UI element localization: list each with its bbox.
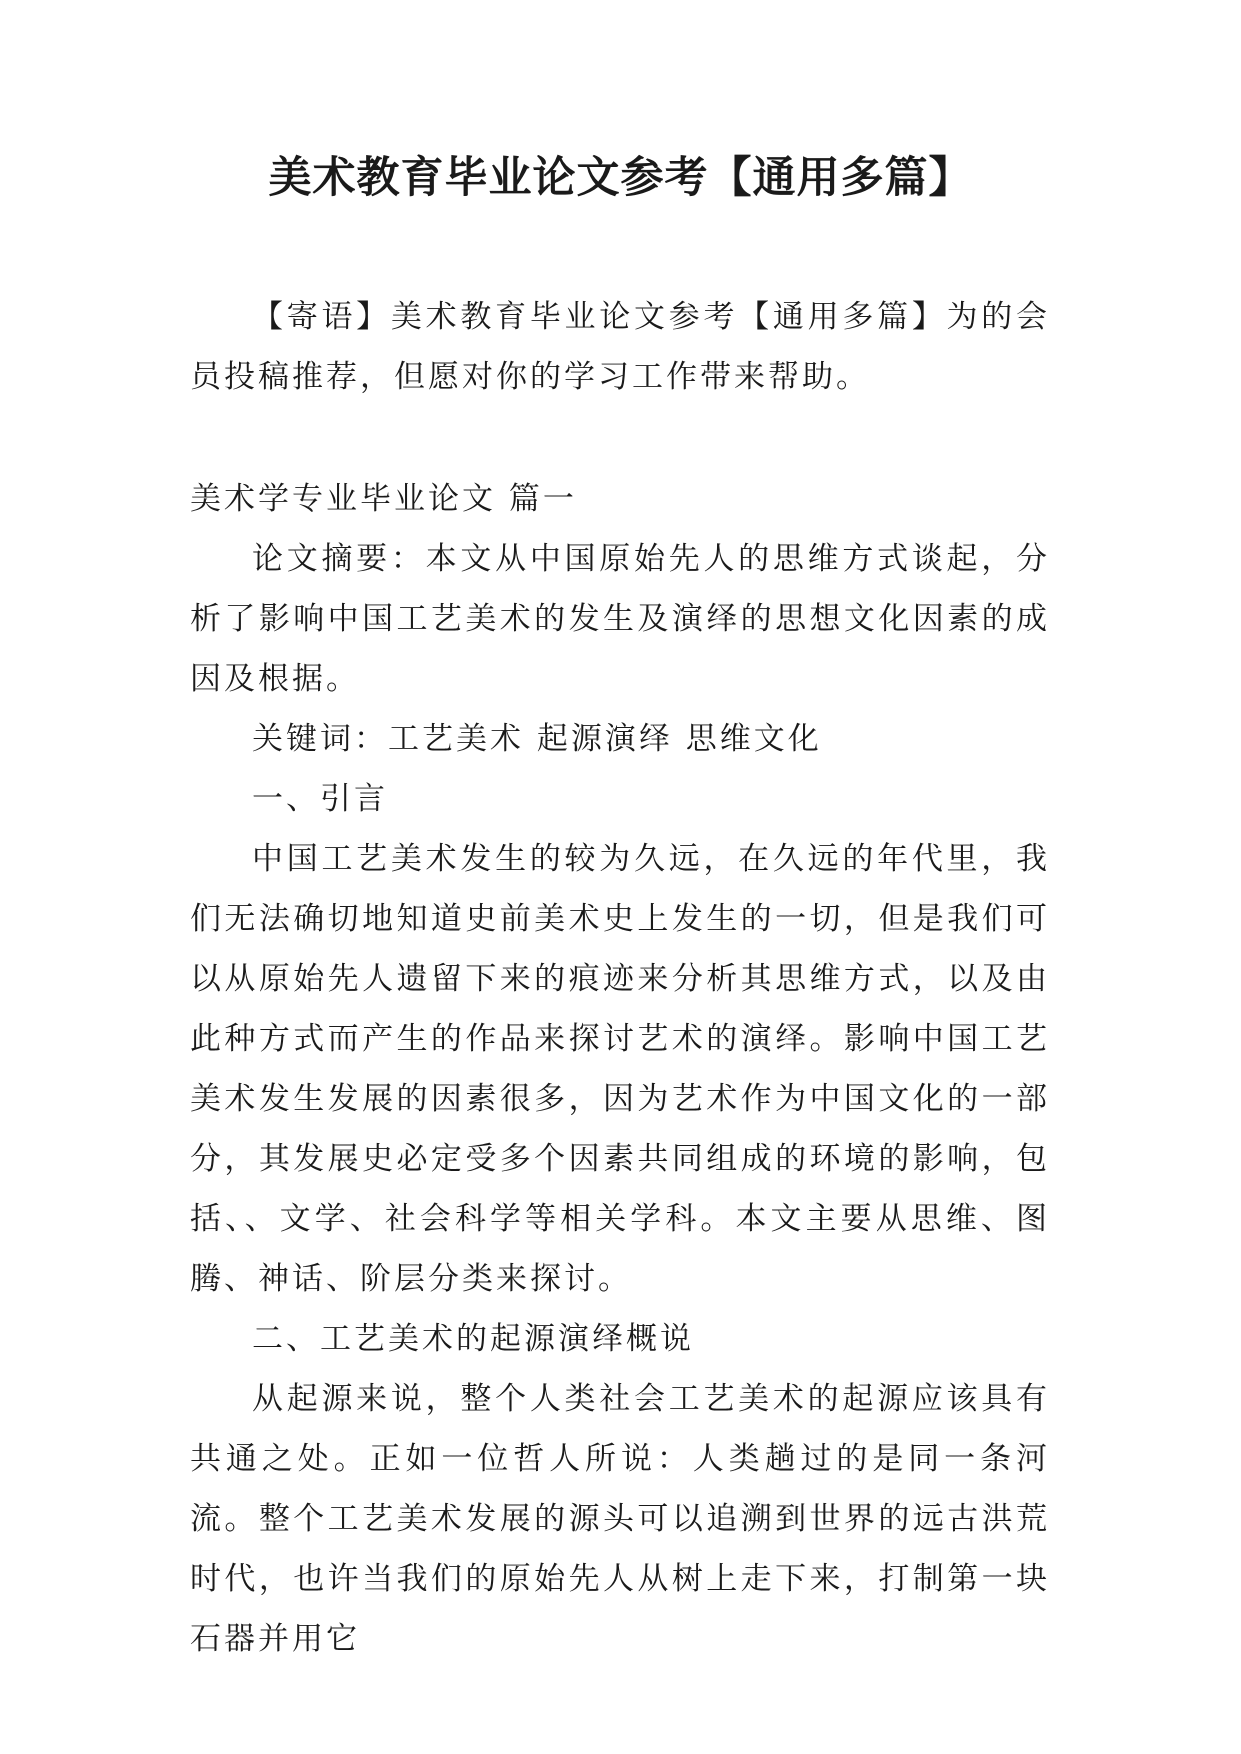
spacer [190, 407, 1050, 469]
document-body [190, 287, 1050, 1669]
keywords-line: 关键词：工艺美术 起源演绎 思维文化 [252, 721, 822, 757]
body-paragraph: 中国工艺美术发生的较为久远，在久远的年代里，我们无法确切地知道史前美术史上发生的一切，但是我们可以从原始先人遗留下来的痕迹来分析其思维方式，以及由此种方式而产生的作品来探讨艺术的演绎。影响中国工艺美术发生发展的因素很多，因为艺术作为中国文化的一部分，其发展史必定受多个因素共同组成的环境的影响，包括、、文学、社会科学等相关学科。本文主要从思维、图腾、神话、阶层分类来探讨。 [190, 841, 1050, 1297]
section-title: 美术学专业毕业论文 篇一 [190, 481, 577, 517]
heading-introduction: 一、引言 [252, 781, 388, 817]
abstract-paragraph: 论文摘要：本文从中国原始先人的思维方式谈起，分析了影响中国工艺美术的发生及演绎的思想文化因素的成因及根据。 [190, 541, 1050, 697]
document-title: 美术教育毕业论文参考【通用多篇】 [268, 153, 973, 203]
foreword-paragraph: 【寄语】美术教育毕业论文参考【通用多篇】为的会员投稿推荐，但愿对你的学习工作带来帮助。 [190, 299, 1050, 395]
heading-origin-overview: 二、工艺美术的起源演绎概说 [252, 1321, 694, 1357]
body-paragraph: 从起源来说，整个人类社会工艺美术的起源应该具有共通之处。正如一位哲人所说：人类趟过的是同一条河流。整个工艺美术发展的源头可以追溯到世界的远古洪荒时代，也许当我们的原始先人从树上走下来，打制第一块石器并用它 [190, 1381, 1050, 1657]
